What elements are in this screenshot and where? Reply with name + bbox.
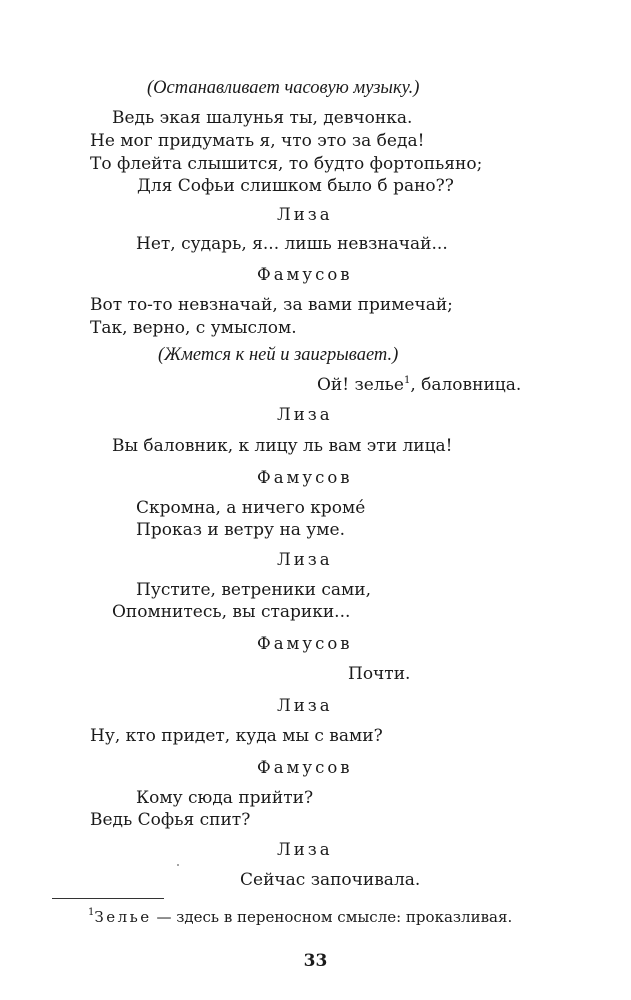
verse-line: Не мог придумать я, что это за беда!	[90, 131, 425, 151]
verse-line: Ну, кто придет, куда мы с вами?	[90, 726, 383, 746]
speaker-liza: Лиза	[277, 696, 333, 715]
verse-line: Для Софьи слишком было б рано??	[137, 176, 454, 196]
verse-line: То флейта слышится, то будто фортопьяно;	[90, 154, 483, 174]
verse-text: , баловница.	[410, 375, 522, 395]
verse-line: Проказ и ветру на уме.	[136, 520, 345, 540]
verse-line: Ведь экая шалунья ты, девчонка.	[112, 108, 413, 128]
print-speck	[177, 864, 179, 866]
verse-line: Кому сюда прийти?	[136, 788, 314, 808]
stage-direction-flirts: (Жмется к ней и заигрывает.)	[158, 345, 399, 365]
page-number: 33	[303, 951, 328, 971]
speaker-liza: Лиза	[277, 550, 333, 569]
verse-text: Ой! зелье	[317, 375, 404, 395]
stage-direction-stop-music: (Останавливает часовую музыку.)	[147, 78, 420, 98]
footnote-definition: — здесь в переносном смысле: проказливая.	[151, 908, 513, 926]
verse-line: Опомнитесь, вы старики...	[112, 602, 351, 622]
verse-line: Пустите, ветреники сами,	[136, 580, 371, 600]
speaker-liza: Лиза	[277, 840, 333, 859]
footnote-divider	[52, 898, 164, 899]
footnote	[88, 908, 512, 926]
speaker-liza: Лиза	[277, 405, 333, 424]
footnote-term: Зелье	[94, 908, 152, 926]
verse-line: Скромна, а ничего кромé	[136, 498, 366, 518]
verse-line: Вы баловник, к лицу ль вам эти лица!	[112, 436, 453, 456]
speaker-famusov: Фамусов	[257, 634, 353, 653]
verse-line-with-footnote	[317, 375, 521, 395]
speaker-famusov: Фамусов	[257, 758, 353, 777]
verse-line: Ведь Софья спит?	[90, 810, 251, 830]
verse-line: Вот то-то невзначай, за вами примечай;	[90, 295, 453, 315]
speaker-famusov: Фамусов	[257, 265, 353, 284]
verse-line: Сейчас започивала.	[240, 870, 421, 890]
verse-line: Так, верно, с умыслом.	[90, 318, 297, 338]
verse-line: Почти.	[348, 664, 411, 684]
footnote-number: 1	[88, 907, 95, 918]
speaker-famusov: Фамусов	[257, 468, 353, 487]
speaker-liza: Лиза	[277, 205, 333, 224]
verse-line: Нет, сударь, я... лишь невзначай...	[136, 234, 448, 254]
footnote-marker: 1	[403, 375, 411, 386]
